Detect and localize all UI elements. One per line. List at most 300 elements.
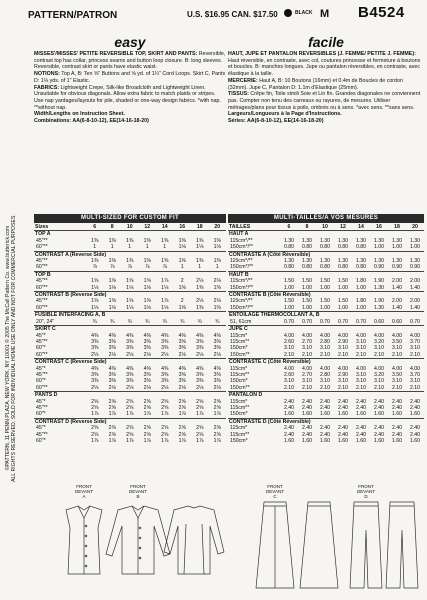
yardage-cell: 3.10 — [301, 345, 313, 352]
row-label: 150cm*/** — [230, 304, 254, 311]
fabrics-text: Lightweight Crepe, Silk-like Broadcloth and Lightweight Linen. Unsuitable for obvious diagonals. Allow extra fabric to match plaids or stripes. Use nap yardages/layouts for pile, shaded or one-way design fabrics. *with nap. **without nap. — [34, 84, 221, 111]
yardage-cell: 2.40 — [301, 431, 313, 438]
yardage-cell: 1⅜ — [143, 237, 151, 244]
table-section-row — [34, 251, 226, 258]
metrage-table — [228, 224, 424, 444]
yardage-cell: 2⅝ — [108, 425, 116, 432]
yardage-cell: 0.70 — [337, 318, 349, 325]
table-row — [228, 305, 424, 312]
yardage-cell: 1⅝ — [108, 278, 116, 285]
yardage-cell: 2⅝ — [161, 431, 169, 438]
row-label: 60"** — [36, 244, 48, 251]
yardage-cell: 1.50 — [301, 298, 313, 305]
yardage-cell: 1⅞ — [91, 438, 99, 444]
yardage-cell: 3⅜ — [161, 378, 169, 385]
size-dot-icon — [284, 9, 292, 17]
yardage-cell: ¾ — [127, 318, 132, 325]
yardage-cell: 2⅝ — [143, 425, 151, 432]
table-header-row — [34, 224, 226, 231]
yardage-cell: 1⅞ — [126, 411, 134, 418]
yardage-cell: 2⅛ — [161, 384, 169, 391]
table-row — [34, 305, 226, 312]
size-column-header: 10 — [322, 224, 328, 230]
table-row — [228, 438, 424, 444]
yardage-cell: 1⅝ — [126, 278, 134, 285]
row-label: 115cm** — [230, 371, 250, 378]
bottom-sketches-svg — [230, 484, 422, 596]
row-label: 60"** — [36, 304, 48, 311]
table-row — [34, 385, 226, 392]
yardage-cell: 2.40 — [409, 398, 421, 405]
yardage-cell: 2⅛ — [91, 351, 99, 358]
yardage-cell: 1 — [110, 244, 114, 251]
yardage-cell: 2⅝ — [196, 425, 204, 432]
yardage-cell: 2⅝ — [178, 431, 186, 438]
yardage-cell: 0.70 — [283, 318, 295, 325]
garment-sketches-right — [230, 484, 422, 596]
yardage-cell: 2.40 — [373, 431, 385, 438]
yardage-cell: 3⅜ — [91, 378, 99, 385]
yardage-cell: 1.00 — [337, 304, 349, 311]
notions-label: NOTIONS: — [34, 71, 60, 78]
yardage-cell: 2.40 — [301, 404, 313, 411]
sketch-front-label: FRONT DEVANT — [266, 484, 284, 494]
table-row — [34, 411, 226, 418]
yardage-cell: 3.10 — [373, 378, 385, 385]
yardage-cell: 1⅞ — [213, 411, 221, 418]
yardage-cell: 2.40 — [355, 425, 367, 432]
yardage-cell: 1.00 — [283, 284, 295, 291]
yardage-cell: 3⅜ — [108, 378, 116, 385]
yardage-cell: 1.30 — [283, 258, 295, 265]
yardage-cell: 3.10 — [373, 345, 385, 352]
table-section-row — [34, 418, 226, 425]
table-row — [34, 264, 226, 271]
yardage-cell: 3.10 — [355, 378, 367, 385]
yardage-cell: 1.00 — [355, 304, 367, 311]
yardage-cell: 1.00 — [319, 304, 331, 311]
yardage-cell: 2⅛ — [213, 278, 221, 285]
yardage-cell: 3⅜ — [126, 371, 134, 378]
yardage-cell: 3.50 — [391, 371, 403, 378]
row-label: 115cm*/** — [230, 237, 253, 244]
yardage-cell: 3⅜ — [196, 338, 204, 345]
yardage-cell: 1⅛ — [143, 284, 151, 291]
yardage-cell: 1.00 — [355, 284, 367, 291]
yardage-cell: 2⅝ — [126, 398, 134, 405]
yardage-cell: 1⅜ — [161, 258, 169, 265]
yardage-cell: 2.10 — [319, 351, 331, 358]
yardage-cell: 1.60 — [391, 411, 403, 418]
yardage-cell: 2.70 — [301, 338, 313, 345]
yardage-cell: 4.00 — [391, 332, 403, 339]
row-label: 150cm* — [230, 345, 248, 352]
yardage-cell: 1.30 — [337, 237, 349, 244]
yardage-cell: 0.80 — [337, 244, 349, 251]
yardage-cell: 1⅛ — [126, 284, 134, 291]
row-label: 150cm* — [230, 438, 248, 444]
yardage-cell: 1⅜ — [213, 304, 221, 311]
sketch-label-d — [346, 484, 386, 499]
yardage-cell: 2⅛ — [108, 351, 116, 358]
yardage-cell: 2.10 — [337, 384, 349, 391]
size-column-header: 6 — [93, 224, 97, 230]
yardage-cell: 2.40 — [355, 404, 367, 411]
yardage-cell: 1⅜ — [161, 237, 169, 244]
yardage-cell: 3⅜ — [178, 345, 186, 352]
french-description — [228, 34, 424, 125]
yardage-cell: 2.10 — [409, 351, 421, 358]
yardage-cell: 1.60 — [301, 438, 313, 444]
yardage-cell: 4⅜ — [143, 365, 151, 372]
row-label: 45"* — [36, 365, 46, 372]
yardage-cell: 2⅝ — [143, 404, 151, 411]
yardage-cell: 3⅜ — [126, 345, 134, 352]
yardage-cell: 3⅜ — [196, 371, 204, 378]
yardage-cell: 0.80 — [301, 264, 313, 271]
yardage-cell: 4.00 — [337, 332, 349, 339]
brand-label: PATTERN/PATRON — [28, 10, 118, 21]
yardage-cell: 1.00 — [283, 304, 295, 311]
table-section-row — [228, 312, 424, 319]
yardage-cell: 3⅜ — [108, 345, 116, 352]
row-label: 60"** — [36, 351, 48, 358]
yardage-cell: 1.30 — [409, 237, 421, 244]
table-row — [228, 411, 424, 418]
yardage-cell: 4.00 — [301, 332, 313, 339]
yardage-cell: 3.10 — [319, 378, 331, 385]
yardage-cell: 2⅝ — [178, 398, 186, 405]
yardage-cell: 4.00 — [319, 365, 331, 372]
difficulty-title: easy — [114, 34, 146, 50]
yardage-cell: 4.00 — [283, 332, 295, 339]
yardage-cell: 2.40 — [319, 398, 331, 405]
yardage-cell: 3⅜ — [126, 338, 134, 345]
size-indicator — [284, 9, 313, 17]
yardage-cell: 3⅜ — [126, 378, 134, 385]
yardage-cell: 1.00 — [409, 244, 421, 251]
yardage-cell: 1.60 — [373, 411, 385, 418]
yardage-cell: 1.00 — [301, 304, 313, 311]
yardage-cell: 2⅛ — [126, 384, 134, 391]
yardage-cell: 1⅜ — [196, 304, 204, 311]
yardage-cell: 2⅝ — [196, 431, 204, 438]
row-label: 150cm*/** — [230, 284, 254, 291]
table-row — [228, 285, 424, 292]
yardage-cell: 1.00 — [301, 284, 313, 291]
row-label: 51, 61cm — [230, 318, 252, 325]
yardage-cell: 4⅜ — [178, 365, 186, 372]
yardage-cell: 0.80 — [283, 244, 295, 251]
yardage-cell: 2.40 — [391, 425, 403, 432]
yardage-cell: 4.00 — [355, 332, 367, 339]
size-column-header: 18 — [394, 224, 400, 230]
row-label: JUPE C — [228, 326, 424, 333]
yardage-cell: 4⅜ — [126, 332, 134, 339]
row-label: FUSIBLE INTERFACING A, B — [34, 312, 226, 319]
yardage-cell: 4⅜ — [196, 332, 204, 339]
yardage-cell: 1⅞ — [213, 438, 221, 444]
sketch-front-label: FRONT DEVANT — [357, 484, 375, 494]
yardage-cell: 4⅜ — [213, 365, 221, 372]
yardage-cell: 0.80 — [319, 244, 331, 251]
yardage-cell: 2⅝ — [178, 404, 186, 411]
table-section-row — [34, 231, 226, 238]
yardage-cell: 2⅝ — [213, 431, 221, 438]
yardage-cell: 2.10 — [373, 384, 385, 391]
yardage-cell: 2⅛ — [126, 351, 134, 358]
yardage-cell: 1⅞ — [161, 411, 169, 418]
row-label: 45"** — [36, 338, 48, 345]
yardage-cell: 1 — [93, 244, 97, 251]
yardage-cell: 4⅜ — [126, 365, 134, 372]
yardage-cell: 3⅜ — [91, 345, 99, 352]
yardage-cell: 2.10 — [301, 351, 313, 358]
yardage-cell: 2.40 — [337, 404, 349, 411]
yardage-cell: 1.00 — [337, 284, 349, 291]
table-row — [34, 319, 226, 326]
yardage-cell: 1⅝ — [143, 298, 151, 305]
yardage-cell: ¾ — [92, 318, 97, 325]
table-section-row — [228, 392, 424, 399]
size-column-header: 12 — [340, 224, 346, 230]
yardage-cell: 2⅝ — [143, 431, 151, 438]
yardage-cell: 1.30 — [319, 258, 331, 265]
yardage-cell: 2.00 — [409, 278, 421, 285]
row-label: 45"** — [36, 404, 48, 411]
yardage-cell: 2.00 — [409, 298, 421, 305]
row-label: CONTRAST D (Reverse Side) — [34, 418, 226, 425]
yardage-cell: 0.80 — [355, 264, 367, 271]
table-section-row — [34, 392, 226, 399]
row-label: 45"** — [36, 371, 48, 378]
yardage-cell: 1.60 — [337, 411, 349, 418]
yardage-cell: 3⅜ — [178, 338, 186, 345]
yardage-table — [34, 224, 226, 444]
yardage-cell: 2⅝ — [196, 398, 204, 405]
yardage-cell: 3.10 — [283, 378, 295, 385]
sketch-letter: B — [136, 494, 140, 499]
yardage-cell: 2⅝ — [126, 431, 134, 438]
yardage-cell: 3⅜ — [143, 345, 151, 352]
yardage-cell: 4⅜ — [91, 332, 99, 339]
yardage-cell: 4⅜ — [108, 332, 116, 339]
table-row — [34, 352, 226, 359]
yardage-cell: 3⅜ — [178, 371, 186, 378]
yardage-cell: 1⅞ — [143, 411, 151, 418]
multi-size-band: MULTI-SIZED FOR CUSTOM FIT — [34, 214, 226, 223]
english-description — [34, 34, 226, 125]
yardage-cell: 3⅜ — [161, 338, 169, 345]
yardage-cell: 2.40 — [319, 425, 331, 432]
yardage-cell: 3⅜ — [143, 338, 151, 345]
yardage-cell: 2.40 — [337, 431, 349, 438]
yardage-cell: 2.10 — [283, 351, 295, 358]
yardage-cell: 3.10 — [355, 338, 367, 345]
yardage-cell: ⅞ — [162, 264, 167, 271]
row-label: 115cm** — [230, 338, 250, 345]
yardage-cell: ¾ — [197, 318, 202, 325]
yardage-cell: 2.10 — [391, 384, 403, 391]
sketch-letter: C — [273, 494, 277, 499]
yardage-cell: 2.40 — [373, 404, 385, 411]
yardage-cell: 1.30 — [373, 237, 385, 244]
table-section-row — [228, 251, 424, 258]
row-label: 60"** — [36, 264, 48, 271]
table-section-row — [34, 359, 226, 366]
row-label: CONTRASTE C (Côté Réversible) — [228, 359, 424, 366]
yardage-cell: 1⅞ — [161, 278, 169, 285]
yardage-cell: 2.40 — [301, 398, 313, 405]
yardage-cell: 4⅜ — [161, 332, 169, 339]
sizes-header: TAILLES — [229, 224, 251, 230]
yardage-cell: 4.00 — [373, 365, 385, 372]
yardage-cell: 4⅜ — [108, 365, 116, 372]
yardage-cell: 1.60 — [283, 438, 295, 444]
yardage-cell: 1⅞ — [178, 438, 186, 444]
yardage-cell: ¾ — [110, 318, 115, 325]
yardage-cell: 1⅛ — [108, 304, 116, 311]
yardage-cell: 2⅝ — [91, 425, 99, 432]
notions-text: Top A, B: Ten ⅝" Buttons and ⅝ yd. of 1¼" Cord Loops. Skirt C, Pants D: 1⅛ yds. of 1" Elastic. — [34, 71, 226, 84]
yardage-cell: 1⅜ — [213, 258, 221, 265]
yardage-cell: 1.30 — [409, 258, 421, 265]
yardage-cell: 1 — [163, 244, 167, 251]
size-column-header: 12 — [144, 224, 151, 230]
yardage-cell: 2⅛ — [161, 351, 169, 358]
notions-text-fr: Haut A, B: 10 Boutons (16mm) et 0.4m de Boucles de cordon (32mm). Jupe C, Pantalon D: 1.1m d'Elastique (25mm). — [228, 77, 403, 91]
row-label: 60"** — [36, 284, 48, 291]
size-column-header: 14 — [358, 224, 364, 230]
yardage-cell: 1.50 — [301, 278, 313, 285]
yardage-cell: 1.60 — [319, 411, 331, 418]
row-label: SKIRT C — [34, 326, 226, 333]
yardage-cell: 1.90 — [373, 278, 385, 285]
yardage-cell: 1⅞ — [143, 438, 151, 444]
row-label: CONTRASTE D (Côté Réversible) — [228, 418, 424, 425]
table-section-row — [228, 231, 424, 238]
yardage-cell: 1⅛ — [108, 284, 116, 291]
row-label: 60"* — [36, 411, 46, 418]
row-label: CONTRAST B (Reverse Side) — [34, 292, 226, 299]
yardage-cell: 2.10 — [337, 351, 349, 358]
yardage-cell: 2⅝ — [161, 425, 169, 432]
yardage-cell: 1⅛ — [91, 304, 99, 311]
sketch-label-b — [118, 484, 158, 499]
yardage-cell: 0.70 — [301, 318, 313, 325]
row-label: TOP A — [34, 231, 226, 238]
row-label: 60"* — [36, 378, 46, 385]
yardage-cell: 1 — [198, 264, 202, 271]
yardage-cell: 1⅜ — [213, 237, 221, 244]
yardage-cell: 2⅛ — [196, 278, 204, 285]
yardage-cell: 2.60 — [283, 338, 295, 345]
yardage-cell: 1⅛ — [196, 244, 204, 251]
row-label: HAUT B — [228, 271, 424, 278]
envelope-header — [22, 4, 421, 26]
yardage-cell: 1⅜ — [178, 237, 186, 244]
yardage-cell: 2.40 — [391, 404, 403, 411]
row-label: 150cm** — [230, 351, 250, 358]
table-section-row — [34, 326, 226, 333]
yardage-cell: 3⅜ — [213, 378, 221, 385]
yardage-cell: 4.00 — [391, 365, 403, 372]
yardage-cell: 2.40 — [355, 431, 367, 438]
row-label: 150cm*/** — [230, 244, 254, 251]
yardage-cell: 1.30 — [337, 258, 349, 265]
yardage-cell: 1.30 — [373, 284, 385, 291]
yardage-cell: 4⅜ — [143, 332, 151, 339]
size-column-header: 6 — [287, 224, 291, 230]
table-row — [228, 244, 424, 251]
yardage-cell: 1⅝ — [91, 278, 99, 285]
yardage-cell: 3.10 — [391, 378, 403, 385]
yardage-cell: 3.10 — [337, 378, 349, 385]
widths-note-fr: Largeurs/Longueurs à la Page d'Instructions. — [228, 111, 342, 118]
yardage-cell: 1.60 — [283, 411, 295, 418]
yardage-cell: 2.40 — [409, 425, 421, 432]
yardage-cell: 2⅝ — [143, 398, 151, 405]
yardage-cell: 1⅛ — [213, 244, 221, 251]
yardage-cell: 1.80 — [355, 278, 367, 285]
yardage-cell: 1.50 — [319, 278, 331, 285]
yardage-cell: 1⅜ — [178, 304, 186, 311]
yardage-cell: 0.80 — [355, 244, 367, 251]
yardage-cell: 2⅝ — [196, 404, 204, 411]
yardage-cell: 2⅝ — [91, 398, 99, 405]
combinations-note-fr: Séries: AA(6-8-10-12), EE(14-16-18-20) — [228, 118, 324, 125]
fabrics-label: FABRICS: — [34, 84, 60, 91]
yardage-cell: 3.20 — [373, 338, 385, 345]
yardage-cell: 3.10 — [391, 345, 403, 352]
yardage-cell: 4.00 — [409, 332, 421, 339]
yardage-cell: 0.90 — [409, 264, 421, 271]
yardage-cell: 2.00 — [391, 278, 403, 285]
sketch-letter: D — [364, 494, 368, 499]
yardage-cell: 2⅛ — [213, 298, 221, 305]
yardage-cell: 2.80 — [319, 338, 331, 345]
yardage-cell: 2⅛ — [143, 351, 151, 358]
yardage-cell: 3⅜ — [108, 371, 116, 378]
yardage-cell: 2.40 — [283, 425, 295, 432]
yardage-cell: 2⅝ — [178, 425, 186, 432]
fabrics-text-fr: Crêpe fin, Toile simili Soie et Lin fin. Grandes diagonales ne conviennent pas. Compter non tenu des carreaux ou rayures, de mesures. Utiliser métrages/plans pour tissus à poils, ombrés ou à sens. *avec sens. **sans sens. — [228, 91, 421, 111]
yardage-cell: 4.00 — [355, 365, 367, 372]
row-label: ENTOILAGE THERMOCOLLANT A, B — [228, 312, 424, 319]
yardage-cell: 1⅞ — [178, 411, 186, 418]
yardage-cell: 1.30 — [391, 258, 403, 265]
row-label: 45"** — [36, 278, 48, 285]
yardage-cell: 2.40 — [337, 398, 349, 405]
yardage-cell: 2.60 — [283, 371, 295, 378]
table-row — [34, 438, 226, 444]
yardage-cell: 2.40 — [319, 404, 331, 411]
yardage-cell: 3.10 — [283, 345, 295, 352]
yardage-cell: 0.80 — [301, 244, 313, 251]
row-label: 45"** — [36, 237, 48, 244]
yardage-cell: 2.10 — [391, 351, 403, 358]
yardage-cell: 1.40 — [391, 304, 403, 311]
yardage-cell: 2⅝ — [126, 404, 134, 411]
yardage-cell: 1.40 — [409, 284, 421, 291]
yardage-cell: 1⅜ — [196, 258, 204, 265]
yardage-cell: 3⅜ — [161, 345, 169, 352]
yardage-cell: 1⅞ — [108, 411, 116, 418]
yardage-cell: 1⅜ — [108, 258, 116, 265]
yardage-cell: 2⅛ — [108, 384, 116, 391]
yardage-cell: 2⅛ — [213, 384, 221, 391]
yardage-cell: 4.00 — [301, 365, 313, 372]
